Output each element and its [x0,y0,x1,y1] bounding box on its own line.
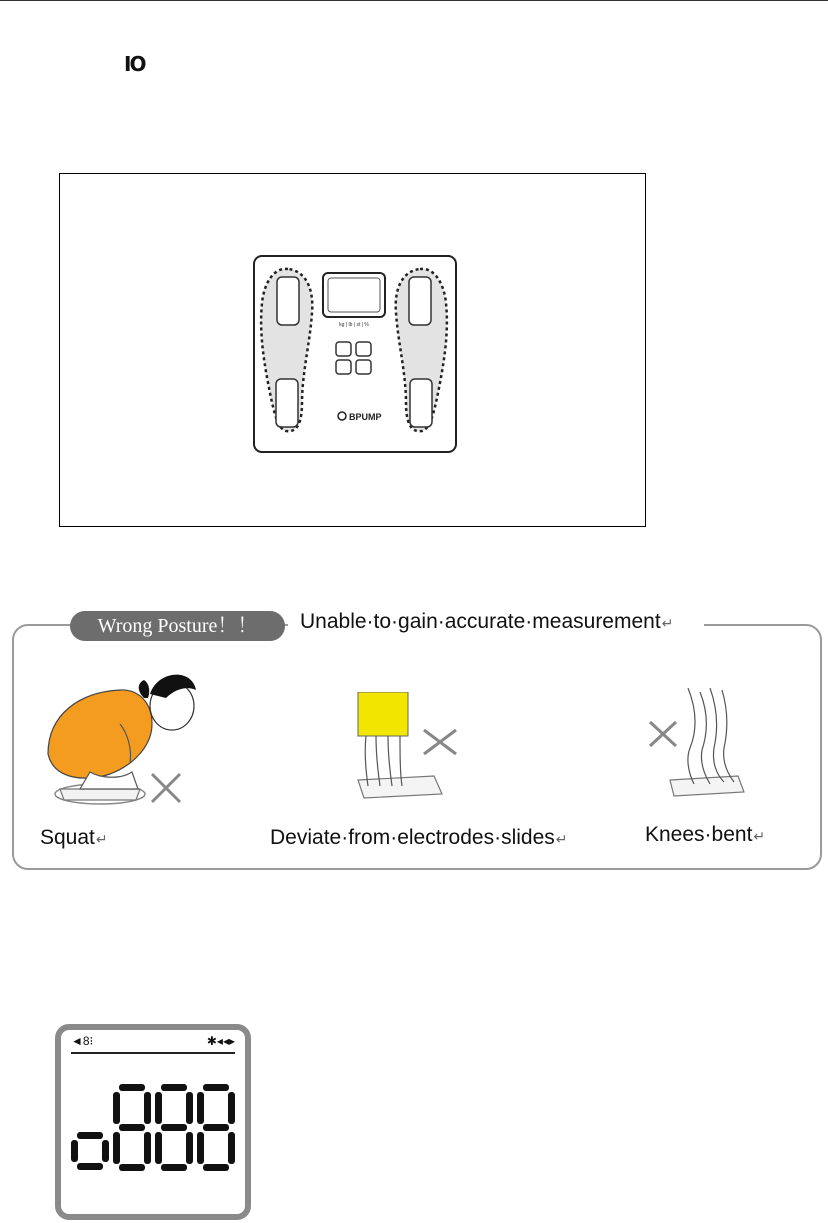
lcd-status-left: ◄8⁝ [71,1034,94,1048]
left-heel-electrode [276,379,298,427]
lcd-reading-o888 [71,1084,235,1184]
right-heel-electrode [410,379,432,427]
posture-note-text: Unable·to·gain·accurate·measurement [300,610,661,633]
left-toe-electrode [277,277,299,325]
return-mark: ↵ [555,831,568,847]
posture-label-knees [645,823,765,847]
lcd-divider [71,1052,235,1054]
posture-note [300,610,673,634]
scale-button-1 [336,342,351,356]
squat-figure [40,664,220,814]
label-text: Deviate·from·electrodes·slides [270,826,555,849]
scale-button-3 [336,360,351,374]
wrong-posture-tag: Wrong Posture！！ [70,611,285,641]
scale-unit-marks: kg | lb | st | % [339,322,369,328]
return-mark: ↵ [661,615,674,631]
page-top-rule [0,0,828,1]
label-text: Knees·bent [645,823,753,846]
lcd-digit-8-b [155,1084,193,1171]
knees-bent-figure [644,688,754,800]
lcd-display [55,1024,251,1220]
return-mark: ↵ [753,828,766,844]
scale-button-2 [356,342,371,356]
scale-brand: BPUMP [349,412,382,422]
lcd-digit-8-c [197,1084,235,1171]
scale-button-4 [356,360,371,374]
page-mark: IO [124,52,145,76]
posture-label-squat [40,826,108,850]
posture-label-deviate [270,826,568,850]
right-toe-electrode [409,277,431,325]
body-fat-scale-illustration [250,253,460,455]
return-mark: ↵ [95,831,108,847]
deviate-figure [352,692,472,802]
label-text: Squat [40,826,95,849]
lcd-status-right: ✱◂◂▸ [206,1034,235,1048]
lcd-digit-o [71,1132,109,1170]
lcd-digit-8-a [113,1084,151,1171]
